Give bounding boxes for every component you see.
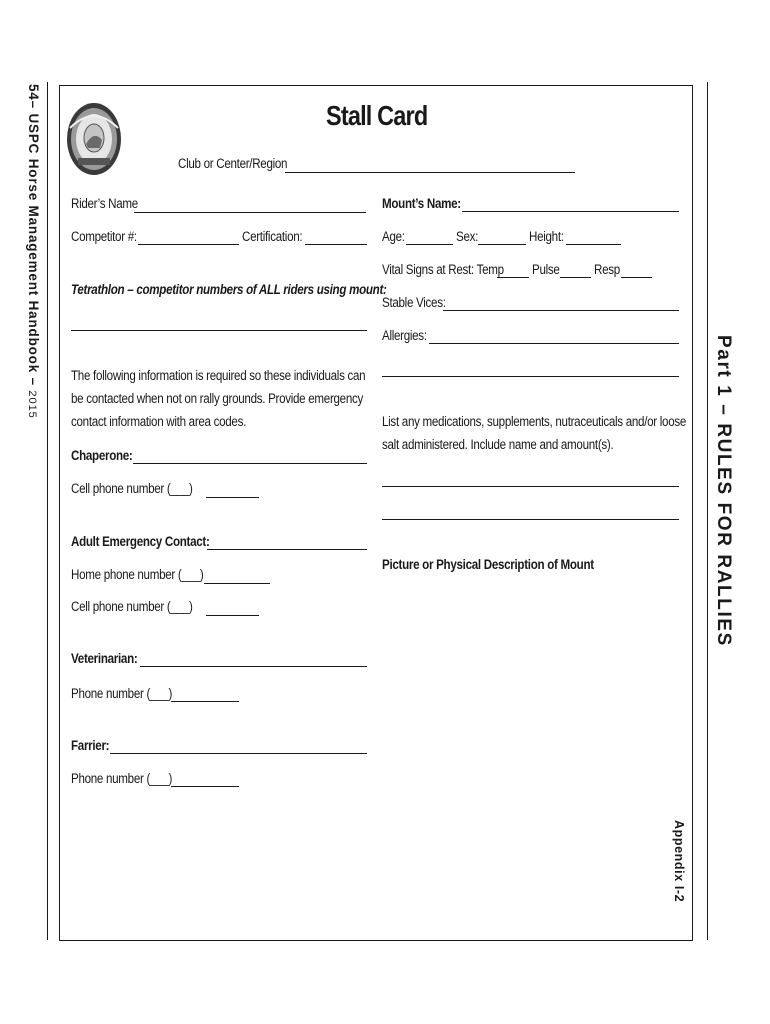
veterinarian-label: Veterinarian:: [71, 651, 138, 666]
uspc-seal-logo: [64, 100, 124, 178]
resp-label: Resp: [594, 262, 620, 277]
left-margin-rule: [47, 82, 48, 940]
allergies-field-continued[interactable]: [382, 376, 679, 377]
medications-text-line-1: List any medications, supplements, nutraceuticals and/or loose: [382, 414, 687, 429]
resp-field[interactable]: [621, 277, 652, 278]
pulse-label: Pulse: [532, 262, 560, 277]
tetrathlon-label: Tetrathlon – competitor numbers of ALL riders using mount:: [71, 282, 387, 297]
right-margin-rule: [707, 82, 708, 940]
vital-signs-label: Vital Signs at Rest: Temp: [382, 262, 504, 277]
info-paragraph-line-3: contact information with area codes.: [71, 414, 247, 429]
competitor-number-label: Competitor #:: [71, 229, 137, 244]
height-field[interactable]: [566, 244, 621, 245]
farrier-phone-label: Phone number (___): [71, 771, 173, 786]
farrier-phone-field[interactable]: [171, 786, 239, 787]
part-title: Part 1 – RULES FOR RALLIES: [713, 335, 734, 647]
handbook-year: 2015: [26, 390, 38, 419]
rider-name-label: Rider’s Name: [71, 196, 138, 211]
farrier-field[interactable]: [110, 753, 367, 754]
allergies-label: Allergies:: [382, 328, 427, 343]
chaperone-field[interactable]: [133, 463, 367, 464]
picture-description-area[interactable]: [380, 580, 680, 810]
stable-vices-field[interactable]: [443, 310, 679, 311]
info-paragraph-line-2: be contacted when not on rally grounds. Provide emergency: [71, 391, 363, 406]
pulse-field[interactable]: [560, 277, 591, 278]
home-phone-field[interactable]: [204, 583, 270, 584]
veterinarian-field[interactable]: [140, 666, 367, 667]
mount-name-field[interactable]: [462, 211, 679, 212]
appendix-label: Appendix I-2: [672, 820, 686, 903]
stable-vices-label: Stable Vices:: [382, 295, 446, 310]
certification-field[interactable]: [305, 244, 367, 245]
temp-field[interactable]: [497, 277, 529, 278]
mount-name-label: Mount’s Name:: [382, 196, 461, 211]
vet-phone-field[interactable]: [171, 701, 239, 702]
farrier-label: Farrier:: [71, 738, 110, 753]
rider-name-field[interactable]: [134, 212, 366, 213]
certification-label: Certification:: [242, 229, 303, 244]
tetrathlon-field[interactable]: [71, 330, 367, 331]
medications-text-line-2: salt administered. Include name and amount(s).: [382, 437, 614, 452]
adult-emergency-contact-label: Adult Emergency Contact:: [71, 534, 210, 549]
club-region-field[interactable]: [285, 172, 575, 173]
sex-field[interactable]: [478, 244, 526, 245]
age-label: Age:: [382, 229, 405, 244]
handbook-margin-label: [24, 84, 42, 419]
home-phone-label: Home phone number (___): [71, 567, 204, 582]
handbook-title: 54– USPC Horse Management Handbook –: [26, 84, 41, 386]
age-field[interactable]: [406, 244, 453, 245]
medications-field-1[interactable]: [382, 486, 679, 487]
vet-phone-label: Phone number (___): [71, 686, 173, 701]
adult-cell-phone-label: Cell phone number (___): [71, 599, 193, 614]
chaperone-cell-label: Cell phone number (___): [71, 481, 193, 496]
adult-emergency-contact-field[interactable]: [207, 549, 367, 550]
chaperone-cell-field[interactable]: [206, 497, 259, 498]
medications-field-2[interactable]: [382, 519, 679, 520]
competitor-number-field[interactable]: [138, 244, 239, 245]
info-paragraph-line-1: The following information is required so these individuals can: [71, 368, 366, 383]
chaperone-label: Chaperone:: [71, 448, 133, 463]
allergies-field[interactable]: [429, 343, 679, 344]
picture-description-label: Picture or Physical Description of Mount: [382, 557, 594, 572]
club-region-label: Club or Center/Region: [178, 156, 288, 171]
page-title: Stall Card: [326, 100, 428, 131]
adult-cell-phone-field[interactable]: [206, 615, 259, 616]
sex-label: Sex:: [456, 229, 479, 244]
form-frame: [59, 85, 693, 941]
height-label: Height:: [529, 229, 564, 244]
